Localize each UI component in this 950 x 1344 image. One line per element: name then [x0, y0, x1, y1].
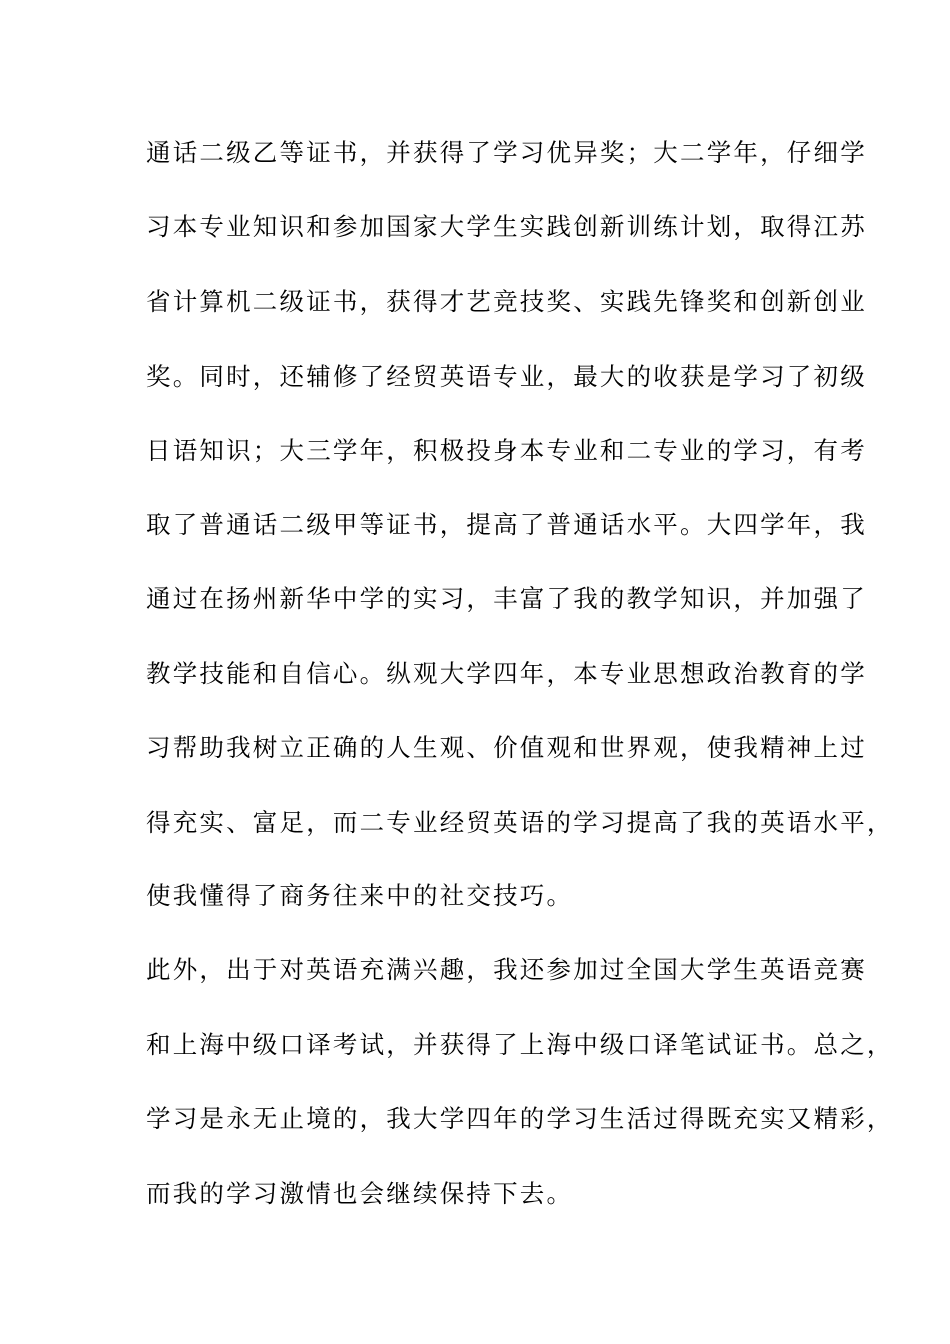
text-line: 习本专业知识和参加国家大学生实践创新训练计划，取得江苏: [146, 212, 867, 241]
text-line: 教学技能和自信心。纵观大学四年，本专业思想政治教育的学: [146, 659, 867, 688]
text-line: 学习是永无止境的，我大学四年的学习生活过得既充实又精彩，: [146, 1104, 894, 1133]
text-line: 而我的学习激情也会继续保持下去。: [146, 1179, 574, 1208]
text-line: 奖。同时，还辅修了经贸英语专业，最大的收获是学习了初级: [146, 362, 867, 391]
text-line: 省计算机二级证书，获得才艺竞技奖、实践先锋奖和创新创业: [146, 287, 867, 316]
text-line: 此外，出于对英语充满兴趣，我还参加过全国大学生英语竞赛: [146, 955, 867, 984]
text-line: 通过在扬州新华中学的实习，丰富了我的教学知识，并加强了: [146, 584, 867, 613]
text-line: 取了普通话二级甲等证书，提高了普通话水平。大四学年，我: [146, 510, 867, 539]
text-line: 日语知识；大三学年，积极投身本专业和二专业的学习，有考: [146, 436, 867, 465]
text-line: 和上海中级口译考试，并获得了上海中级口译笔试证书。总之，: [146, 1030, 894, 1059]
text-line: 习帮助我树立正确的人生观、价值观和世界观，使我精神上过: [146, 733, 867, 762]
text-line: 使我懂得了商务往来中的社交技巧。: [146, 881, 574, 910]
text-line: 得充实、富足，而二专业经贸英语的学习提高了我的英语水平，: [146, 808, 894, 837]
text-line: 通话二级乙等证书，并获得了学习优异奖；大二学年，仔细学: [146, 138, 867, 167]
